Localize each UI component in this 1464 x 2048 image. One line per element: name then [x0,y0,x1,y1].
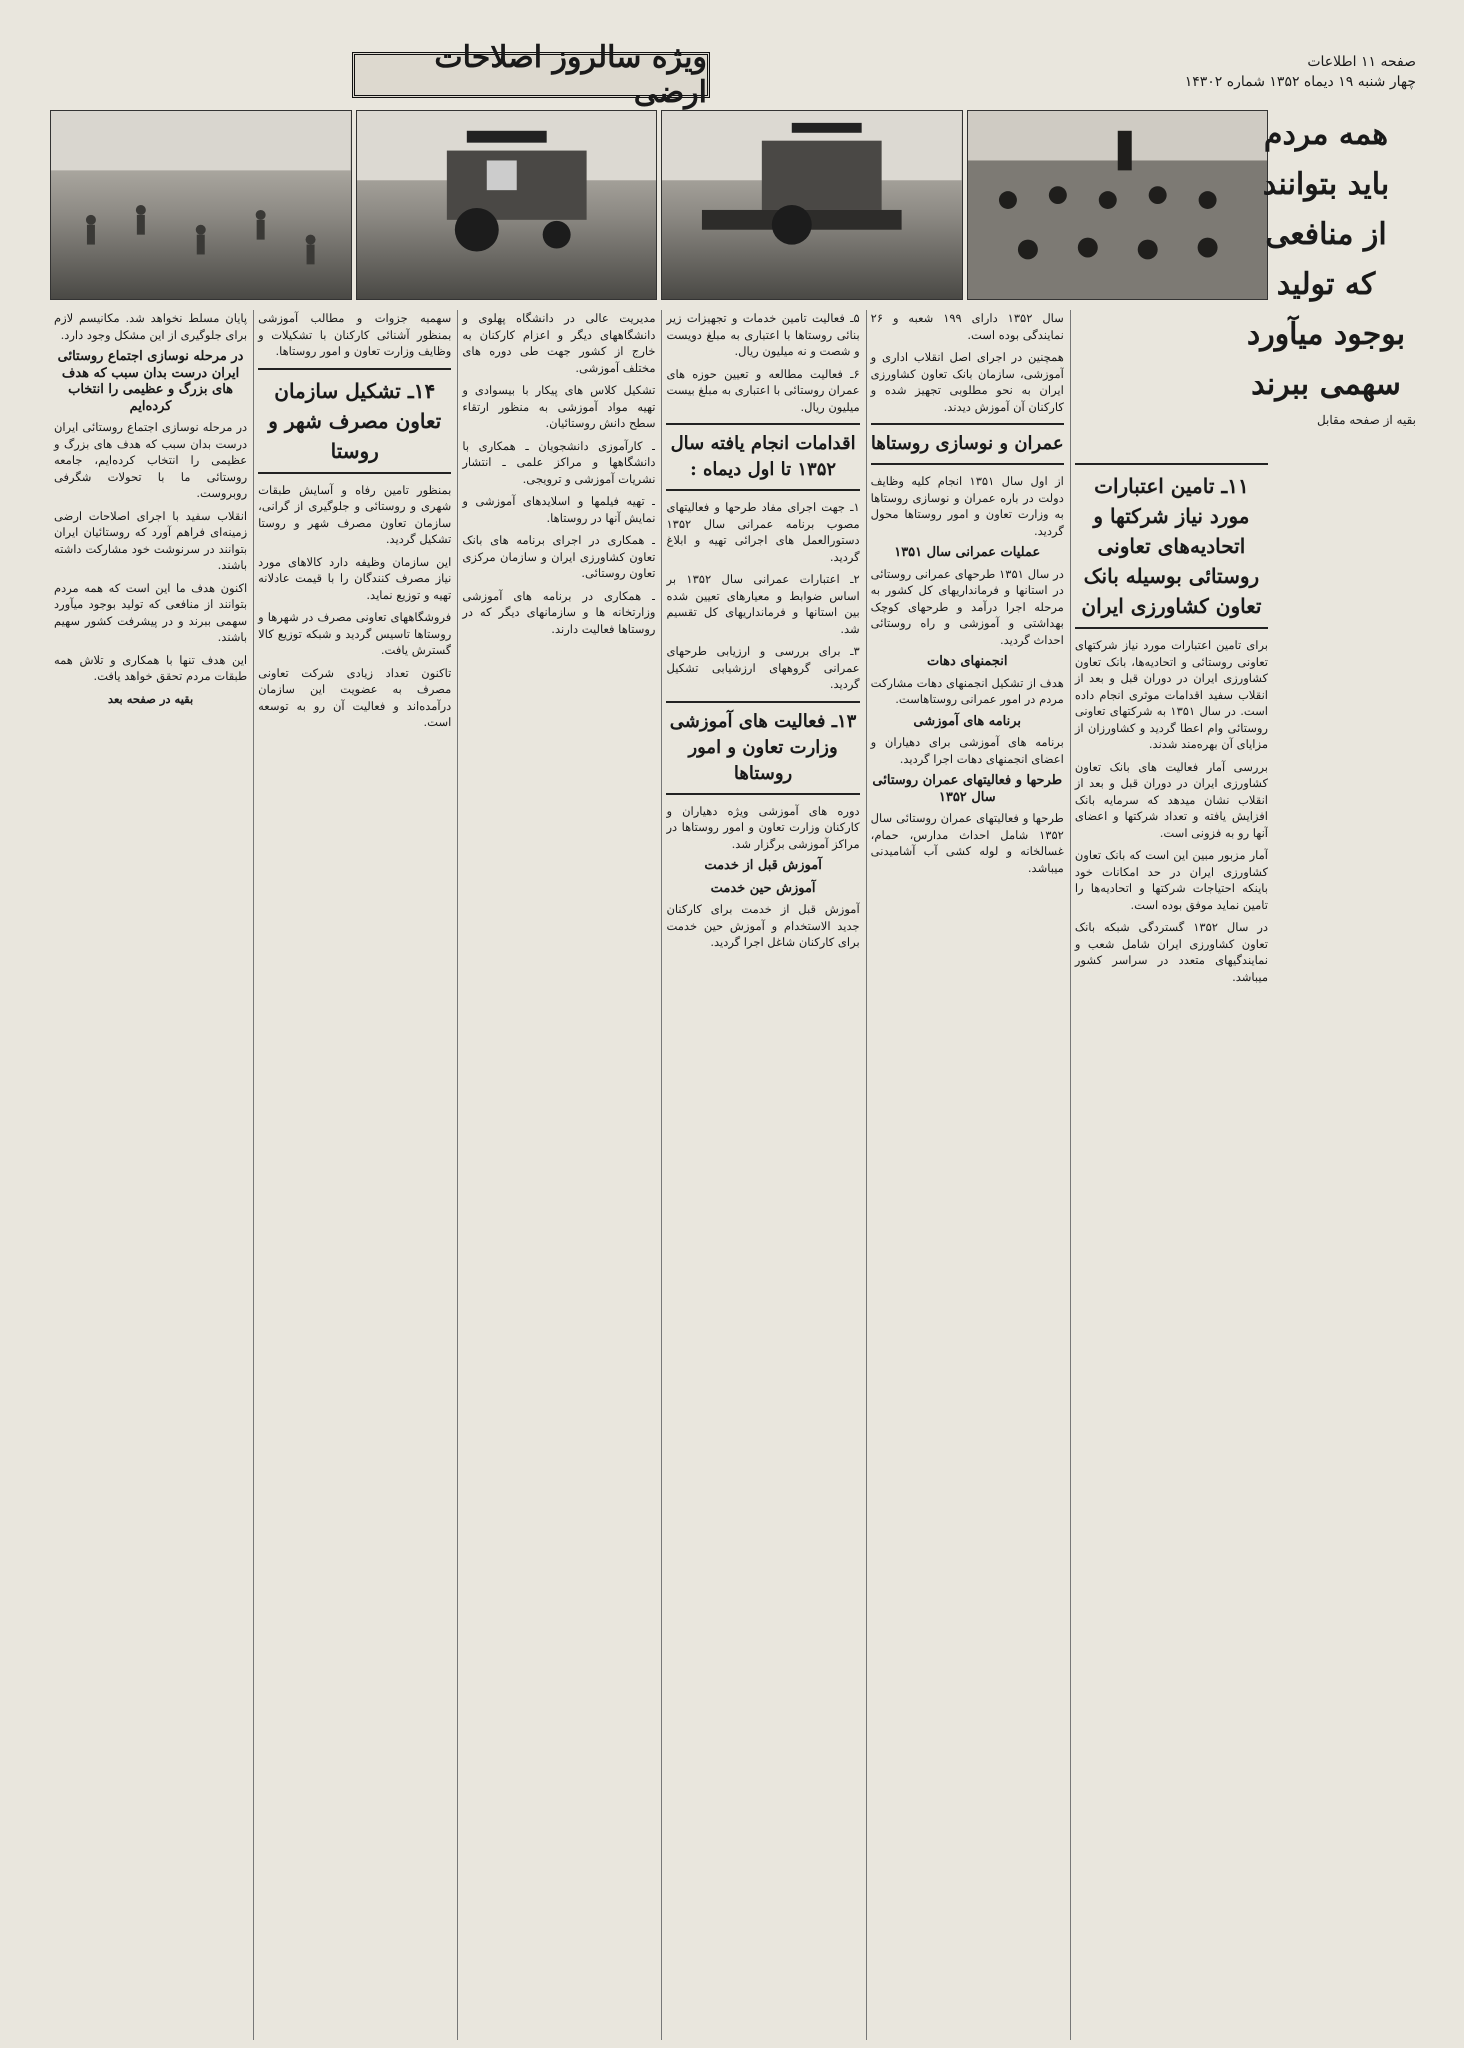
paragraph: بمنظور تامین رفاه و آسایش طبقات شهری و روستائی و جلوگیری از گرانی، سازمان تعاون مصرف شهر و روستا تشکیل گردید. [258,482,452,546]
pre-service-subtitle: آموزش قبل از خدمت [704,858,822,873]
section-header-title: ویژه سالروز اصلاحات ارضی [434,40,707,110]
paragraph: در سال ۱۳۵۲ گستردگی شبکه بانک تعاون کشاورزی ایران شامل شعب و نمایندگیهای متعدد در سراسر کشور میباشد. [1074,920,1268,984]
paragraph: ۳ـ برای بررسی و ارزیابی طرحهای عمرانی گروههای ارزشیابی تشکیل گردید. [666,644,860,691]
paragraph: مدیریت عالی در دانشگاه پهلوی و دانشگاههای دیگر و اعزام کارکنان به خارج از کشور جهت طی دوره های مختلف آموزشی. [462,311,656,375]
paragraph: ۵ـ فعالیت تامین خدمات و تجهیزات زیر بنائی روستاها با اعتباری به مبلغ دویست و شصت و نه میلیون ریال. [666,311,860,358]
paragraph: فروشگاههای تعاونی مصرف در شهرها و روستاها تاسیس گردید و شبکه توزیع کالا گسترش یافت. [258,610,452,657]
paragraph: این هدف تنها با همکاری و تلاش همه طبقات مردم تحقق خواهد یافت. [53,652,248,683]
column-1 [1070,310,1268,2040]
paragraph: ـ همکاری در برنامه های آموزشی وزارتخانه ها و سازمانهای دیگر که در روستاها فعالیت دارند. [462,588,656,636]
training-subtitle: برنامه های آموزشی [913,713,1022,729]
plan-subtitle: طرحها و فعالیتهای عمران روستائی سال ۱۳۵۲ [872,773,1063,805]
paragraph: طرحها و فعالیتهای عمران روستائی سال ۱۳۵۲ شامل احداث مدارس، حمام، غسالخانه و لوله کشی آب آشامیدنی میباشد. [870,811,1064,875]
paragraph: دوره های آموزشی ویژه دهیاران و کارکنان وزارت تعاون و امور روستاها در مراکز آموزشی برگزار شد. [666,803,860,851]
photo-classroom [967,110,1269,300]
paragraph: برنامه های آموزشی برای دهیاران و اعضای انجمنهای دهات اجرا گردید. [870,735,1064,766]
paragraph: آموزش قبل از خدمت برای کارکنان جدید الاستخدام و آموزش حین خدمت برای کارکنان شاغل اجرا گردید. [666,902,860,949]
rural-ops-title: عملیات عمرانی سال ۱۳۵۱ [894,545,1041,560]
paragraph: ۲ـ اعتبارات عمرانی سال ۱۳۵۲ بر اساس ضوابط و معیارهای تعیین شده بین استانها و فرمانداریهای کل تقسیم شد. [666,572,860,636]
headline-line: که تولید [1276,267,1376,302]
consumer-section-title: ۱۴ـ تشکیل سازمان تعاون مصرف شهر و روستا [258,368,451,474]
paragraph: همچنین در اجرای اصل انقلاب اداری و آموزشی، سازمان بانک تعاون کشاورزی ایران به نحو مطلوبی تجهیز شده و کارکنان آن آموزش دیدند. [870,350,1064,414]
rural-section-title: عمران و نوسازی روستاها [871,423,1064,465]
paragraph: برای تامین اعتبارات مورد نیاز شرکتهای تعاونی روستائی و اتحادیه‌ها، بانک تعاون کشاورزی ایران در دوران قبل و بعد از انقلاب سفید اقدامات موثری انجام داده است. در سال ۱۳۵۱ به شرکتهای تعاونی روستائی وام اعطا گردید و کشاورزان از مزایای آن بهره‌مند شدند. [1074,638,1268,751]
masthead-info [996,52,1416,92]
paragraph: در مرحله نوسازی اجتماع روستائی ایران درست بدان سبب که هدف های بزرگ و عظیمی را انتخاب کرده‌ایم، جامعه روستائی ما با تحولات شگرفی روبروست. [53,420,248,500]
paragraph: ـ همکاری در اجرای برنامه های بانک تعاون کشاورزی ایران و سازمان مرکزی تعاون روستائی. [462,533,656,580]
continued-note: بقیه در صفحه بعد [107,691,194,706]
paragraph: ـ کارآموزی دانشجویان ـ همکاری با دانشگاهها و مراکز علمی ـ انتشار نشریات آموزشی و ترویجی. [462,438,656,486]
column-5 [253,310,451,2040]
paragraph: پایان مسلط نخواهد شد. مکانیسم لازم برای جلوگیری از این مشکل وجود دارد. [53,311,248,342]
education-section-title: ۱۳ـ فعالیت های آموزشی وزارت تعاون و امور روستاها [666,701,859,795]
column-2 [866,310,1064,2040]
paragraph: اکنون هدف ما این است که همه مردم بتوانند از منافعی که تولید بوجود میآورد سهمی ببرند و در پیشرفت کشور سهیم باشند. [53,580,248,644]
column-4 [457,310,655,2040]
paragraph: انقلاب سفید با اجرای اصلاحات ارضی زمینه‌ای فراهم آورد که روستائیان ایران بتوانند در سرنوشت خود مشارکت داشته باشند. [53,508,248,572]
paragraph: ۱ـ جهت اجرای مفاد طرحها و فعالیتهای مصوب برنامه عمرانی سال ۱۳۵۲ دستورالعمل های اجرائی تهیه و ابلاغ گردید. [666,500,860,564]
headline-line: بوجود میآورد [1246,317,1406,352]
photo-strip [50,110,1268,300]
paragraph: از اول سال ۱۳۵۱ انجام کلیه وظایف دولت در باره عمران و نوسازی روستاها به وزارت تعاون و امور روستاها محول گردید. [870,474,1064,538]
paragraph: سهمیه جزوات و مطالب آموزشی بمنظور آشنائی کارکنان با تشکیلات و وظایف وزارت تعاون و امور روستاها. [258,311,452,358]
headline-line: سهمی ببرند [1251,367,1401,402]
paragraph: تشکیل کلاس های پیکار با بیسوادی و تهیه مواد آموزشی به منظور ارتقاء سطح دانش روستائیان. [462,383,656,430]
headline-line: همه مردم [1263,117,1389,152]
credit-section-title: ۱۱ـ تامین اعتبارات مورد نیاز شرکتها و اتحادیه‌های تعاونی روستائی بوسیله بانک تعاون کشاورزی ایران [1075,463,1268,629]
paragraph: تاکنون تعداد زیادی شرکت تعاونی مصرف به عضویت این سازمان درآمده‌اند و فعالیت آن رو به توسعه است. [258,665,452,729]
date-issue-line: چهار شنبه ۱۹ دیماه ۱۳۵۲ شماره ۱۴۳۰۲ [1184,74,1416,90]
paragraph: ۶ـ فعالیت مطالعه و تعیین حوزه های عمران روستائی با اعتباری به مبلغ بیست میلیون ریال. [666,366,860,414]
headline-line: از منافعی [1265,217,1387,252]
actions-section-title: اقدامات انجام یافته سال ۱۳۵۲ تا اول دیماه : [666,423,859,491]
paragraph: بررسی آمار فعالیت های بانک تعاون کشاورزی ایران در دوران قبل و بعد از انقلاب نشان میدهد که سرمایه بانک افزایش یافته و تعداد شرکتها و اعضای آنها رو به فزونی است. [1074,759,1268,840]
conclusion-title: در مرحله نوسازی اجتماع روستائی ایران درست بدان سبب که هدف های بزرگ و عظیمی را انتخاب کرده‌ایم [57,349,244,414]
paragraph: ـ تهیه فیلمها و اسلایدهای آموزشی و نمایش آنها در روستاها. [462,494,656,525]
section-header-box [352,40,710,110]
headline-line: باید بتوانند [1262,167,1390,202]
paragraph: این سازمان وظیفه دارد کالاهای مورد نیاز مصرف کنندگان را با قیمت عادلانه تهیه و توزیع نماید. [258,554,452,602]
column-6 [50,310,247,2040]
photo-field-workers [50,110,352,300]
headline-caption: بقیه از صفحه مقابل [1316,413,1416,427]
column-3 [661,310,859,2040]
photo-combine-harvester-2 [661,110,963,300]
villages-subtitle: انجمنهای دهات [926,654,1008,669]
article-columns [50,310,1268,2040]
paragraph: سال ۱۳۵۲ دارای ۱۹۹ شعبه و ۲۶ نمایندگی بوده است. [870,311,1064,342]
paragraph: در سال ۱۳۵۱ طرحهای عمرانی روستائی در استانها و فرمانداریهای کل کشور به مرحله اجرا درآمد و طرحهای کوچک بهداشتی و آموزشی و راه روستائی احداث گردید. [870,566,1064,647]
paragraph: آمار مزبور مبین این است که بانک تعاون کشاورزی ایران در حد امکانات خود باینکه احتیاجات شرکتها و اتحادیه‌ها را تامین نماید موفق بوده است. [1074,848,1268,912]
photo-combine-harvester-1 [356,110,658,300]
paragraph: هدف از تشکیل انجمنهای دهات مشارکت مردم در امور عمرانی روستاهاست. [870,675,1064,706]
page-number-line: صفحه ۱۱ اطلاعات [1307,54,1416,70]
in-service-subtitle: آموزش حین خدمت [710,880,816,896]
